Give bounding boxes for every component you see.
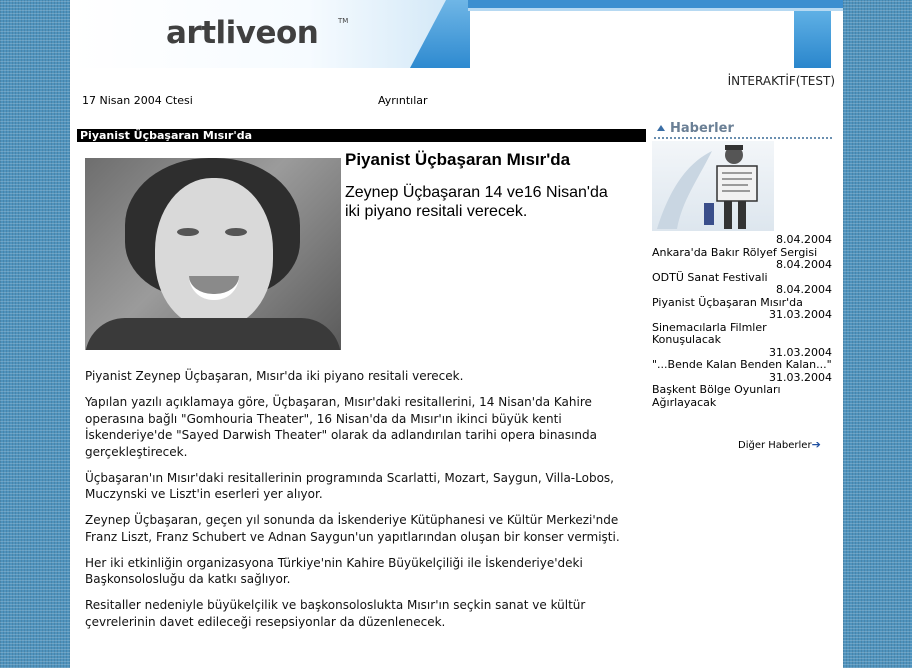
news-section-header (654, 121, 832, 139)
other-news-link[interactable] (738, 438, 821, 451)
triangle-up-icon (657, 125, 665, 131)
news-item[interactable] (652, 259, 832, 284)
header (70, 0, 843, 70)
interaktif-link[interactable]: İNTERAKTİF(TEST) (727, 74, 835, 88)
news-item[interactable] (652, 309, 832, 347)
news-item[interactable] (652, 234, 832, 259)
news-date: 8.04.2004 (776, 233, 832, 246)
article-paragraph: Üçbaşaran'ın Mısır'daki resitallerinin programında Scarlatti, Mozart, Saygun, Villa-Lobos, Muczynski ve Liszt'in eserleri yer alıyor. (85, 470, 614, 501)
news-date: 31.03.2004 (769, 308, 832, 321)
article-body (85, 368, 645, 640)
article-paragraph: Zeynep Üçbaşaran, geçen yıl sonunda da İskenderiye Kütüphanesi ve Kültür Merkezi'nde Franz Liszt, Franz Schubert ve Adnan Saygun'un yapıtlarından oluşan bir konser vermişti. (85, 513, 620, 544)
article-paragraph: Piyanist Zeynep Üçbaşaran, Mısır'da iki piyano resitali verecek. (85, 369, 464, 383)
news-date: 31.03.2004 (769, 370, 832, 384)
news-date: 31.03.2004 (769, 345, 832, 359)
site-logo: artliveon (166, 15, 319, 51)
photo-eye-right (225, 228, 247, 236)
article-paragraph: Her iki etkinliğin organizasyona Türkiye'nin Kahire Büyükelçiliği ile İskenderiye'deki Başkonsolosluğu da katkı sağlıyor. (85, 555, 583, 586)
news-title-link[interactable]: Piyanist Üçbaşaran Mısır'da (652, 295, 803, 309)
news-title-link[interactable]: Ankara'da Bakır Rölyef Sergisi (652, 245, 818, 259)
header-top-bar (468, 0, 843, 8)
news-section-title: Haberler (670, 121, 734, 136)
news-item[interactable] (652, 347, 832, 372)
arrow-right-icon: ➔ (811, 438, 821, 451)
photo-shoulders (85, 318, 341, 350)
logo-banner[interactable] (70, 0, 468, 68)
news-title-link[interactable]: Sinemacılarla Filmler Konuşulacak (652, 320, 767, 346)
other-news-label: Diğer Haberler (738, 440, 812, 451)
news-title-link[interactable]: Başkent Bölge Oyunları Ağırlayacak (652, 383, 781, 409)
news-date: 8.04.2004 (776, 283, 832, 296)
article-paragraph: Resitaller nedeniyle büyükelçilik ve başkonsoloslukta Mısır'ın seçkin sanat ve kültür çevrelerinin davet edileceği resepsiyonlar da düzenlenecek. (85, 598, 586, 629)
newspaper-reader-illustration (652, 141, 774, 231)
trademark-mark: TM (338, 17, 349, 25)
article-photo (85, 158, 341, 350)
article-title-bar: Piyanist Üçbaşaran Mısır'da (77, 129, 646, 142)
article-paragraph: Yapılan yazılı açıklamaya göre, Üçbaşaran, Mısır'daki resitallerini, 14 Nisan'da Kahire operasına bağlı "Gomhouria Theater", 16 Nisan'da da Mısır'ın ikinci büyük kenti İskenderiye'de "Sayed Darwish Theater" olarak da adlandırılan tarihi opera binasında gerçekleştirecek. (85, 395, 597, 459)
news-title-link[interactable]: ODTÜ Sanat Festivali (652, 270, 768, 284)
article-headline: Piyanist Üçbaşaran Mısır'da (345, 150, 571, 169)
article-subheadline: Zeynep Üçbaşaran 14 ve16 Nisan'da iki piyano resitali verecek. (345, 184, 608, 220)
news-list (652, 234, 832, 409)
photo-eye-left (177, 228, 199, 236)
news-item[interactable] (652, 372, 832, 410)
details-link[interactable]: Ayrıntılar (378, 94, 428, 107)
page (70, 0, 843, 668)
logo-swoosh (410, 0, 470, 68)
header-accent-block (794, 11, 831, 68)
news-title-link[interactable]: "...Bende Kalan Benden Kalan..." (652, 358, 832, 371)
news-date: 8.04.2004 (776, 258, 832, 271)
news-item[interactable] (652, 284, 832, 309)
current-date: 17 Nisan 2004 Ctesi (82, 94, 193, 107)
photo-face (155, 178, 273, 328)
header-top-bar-light (468, 8, 843, 11)
